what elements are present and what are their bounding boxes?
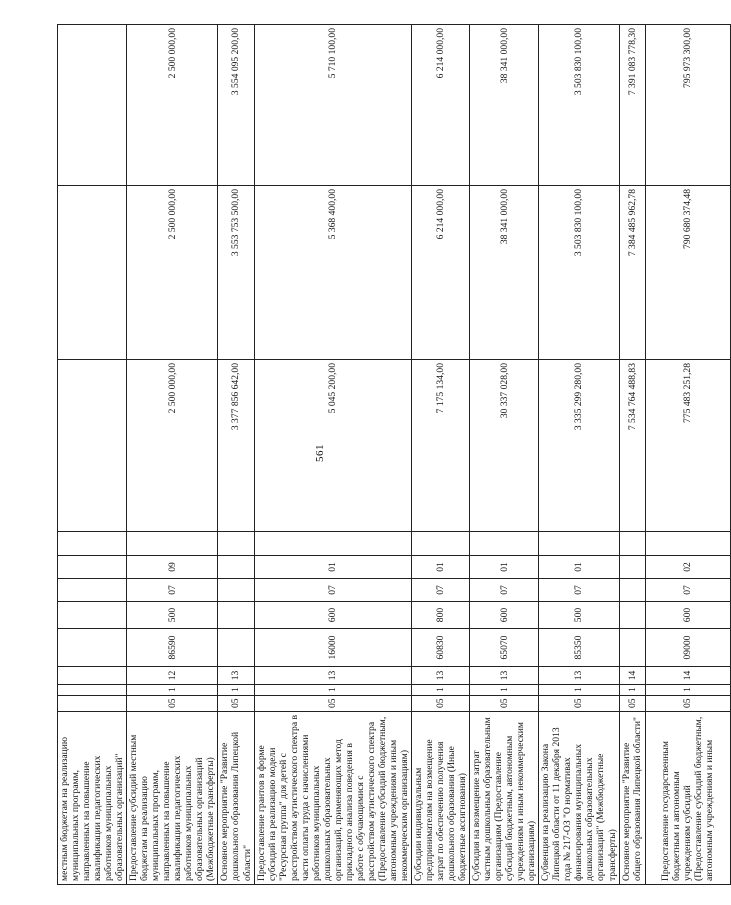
amount-year-3: 5 710 100,00 <box>254 25 411 186</box>
table-row <box>645 25 730 885</box>
subsection-code: 01 <box>411 556 469 579</box>
direction-code: 09000 <box>645 629 730 667</box>
amount-year-3: 3 503 830 100,00 <box>539 25 619 186</box>
empty-cell <box>254 532 411 556</box>
expense-type-code: 600 <box>645 602 730 629</box>
program-code: 05 <box>218 696 254 712</box>
program-code: 05 <box>619 696 645 712</box>
expense-type-code <box>58 602 127 629</box>
row-name: Субвенция на реализацию Закона Липецкой области от 11 декабря 2013 года № 217-ОЗ "О нормативах финансирования муниципальных дошкольных образовательных организаций" (Межбюджетные трансферты) <box>539 712 619 885</box>
subsection-code: 09 <box>127 556 218 579</box>
program-code: 05 <box>539 696 619 712</box>
row-name: Субсидия на возмещение затрат частным дошкольным образовательным организациям (Предоставление субсидий бюджетным, автономным учреждениям и иным некоммерческим организациям) <box>470 712 539 885</box>
expense-type-code: 500 <box>539 602 619 629</box>
table-row <box>470 25 539 885</box>
event-code: 13 <box>411 667 469 685</box>
subprogram-code: 1 <box>539 685 619 696</box>
amount-year-2: 3 553 753 500,00 <box>218 186 254 360</box>
section-code: 07 <box>470 579 539 602</box>
empty-cell <box>619 532 645 556</box>
amount-year-3: 7 391 083 778,30 <box>619 25 645 186</box>
amount-year-2 <box>58 186 127 360</box>
subprogram-code: 1 <box>127 685 218 696</box>
section-code: 07 <box>539 579 619 602</box>
section-code: 07 <box>127 579 218 602</box>
amount-year-1: 5 045 200,00 <box>254 360 411 532</box>
expense-type-code: 600 <box>254 602 411 629</box>
table-row <box>218 25 254 885</box>
row-name: Субсидии индивидуальным предпринимателям на возмещение затрат по обеспечению получения дошкольного образования (Иные бюджетные ассигнования) <box>411 712 469 885</box>
row-name: Предоставление субсидий местным бюджетам на реализацию муниципальных программ, направленных на повышение квалификации педагогических работников муниципальных образовательных организаций (Межбюджетные трансферты) <box>127 712 218 885</box>
amount-year-1: 30 337 028,00 <box>470 360 539 532</box>
subsection-code <box>58 556 127 579</box>
amount-year-3: 3 554 095 200,00 <box>218 25 254 186</box>
event-code: 13 <box>254 667 411 685</box>
budget-table <box>57 24 731 885</box>
event-code: 13 <box>539 667 619 685</box>
empty-cell <box>58 532 127 556</box>
amount-year-1: 3 377 856 642,00 <box>218 360 254 532</box>
expense-type-code: 500 <box>127 602 218 629</box>
amount-year-1: 2 500 000,00 <box>127 360 218 532</box>
expense-type-code <box>218 602 254 629</box>
direction-code: 86590 <box>127 629 218 667</box>
row-name: Основное мероприятие "Развитие дошкольного образования Липецкой области" <box>218 712 254 885</box>
event-code: 13 <box>470 667 539 685</box>
amount-year-2: 6 214 000,00 <box>411 186 469 360</box>
amount-year-3: 38 341 000,00 <box>470 25 539 186</box>
event-code: 13 <box>218 667 254 685</box>
table-row <box>539 25 619 885</box>
table-row <box>254 25 411 885</box>
budget-sheet <box>57 25 716 885</box>
amount-year-2: 790 680 374,48 <box>645 186 730 360</box>
section-code: 07 <box>411 579 469 602</box>
section-code <box>58 579 127 602</box>
amount-year-2: 5 368 400,00 <box>254 186 411 360</box>
direction-code <box>218 629 254 667</box>
subprogram-code: 1 <box>645 685 730 696</box>
empty-cell <box>411 532 469 556</box>
program-code: 05 <box>645 696 730 712</box>
section-code <box>619 579 645 602</box>
subprogram-code: 1 <box>218 685 254 696</box>
amount-year-1: 7 175 134,00 <box>411 360 469 532</box>
expense-type-code: 600 <box>470 602 539 629</box>
row-name: Основное мероприятие "Развитие общего образования Липецкой области" <box>619 712 645 885</box>
direction-code <box>58 629 127 667</box>
direction-code: 16000 <box>254 629 411 667</box>
amount-year-2: 2 500 000,00 <box>127 186 218 360</box>
event-code: 14 <box>619 667 645 685</box>
table-row <box>58 25 127 885</box>
table-row <box>411 25 469 885</box>
empty-cell <box>218 532 254 556</box>
table-row <box>619 25 645 885</box>
empty-cell <box>470 532 539 556</box>
subprogram-code: 1 <box>411 685 469 696</box>
subsection-code: 01 <box>539 556 619 579</box>
direction-code: 85350 <box>539 629 619 667</box>
amount-year-2: 3 503 830 100,00 <box>539 186 619 360</box>
empty-cell <box>127 532 218 556</box>
event-code: 14 <box>645 667 730 685</box>
row-name: местным бюджетам на реализацию муниципальных программ, направленных на повышение квалификации педагогических работников муниципальных образовательных организаций" <box>58 712 127 885</box>
subprogram-code: 1 <box>470 685 539 696</box>
subsection-code: 01 <box>470 556 539 579</box>
table-row <box>127 25 218 885</box>
subprogram-code <box>58 685 127 696</box>
subsection-code <box>218 556 254 579</box>
section-code <box>218 579 254 602</box>
amount-year-3: 6 214 000,00 <box>411 25 469 186</box>
section-code: 07 <box>645 579 730 602</box>
program-code: 05 <box>470 696 539 712</box>
expense-type-code: 800 <box>411 602 469 629</box>
event-code: 12 <box>127 667 218 685</box>
direction-code: 65070 <box>470 629 539 667</box>
subprogram-code: 1 <box>619 685 645 696</box>
row-name: Предоставление государственным бюджетным и автономным учреждениям субсидий (Предоставление субсидий бюджетным, автономным учреждениям и иным <box>645 712 730 885</box>
program-code: 05 <box>127 696 218 712</box>
amount-year-1: 775 483 251,28 <box>645 360 730 532</box>
amount-year-3: 2 500 000,00 <box>127 25 218 186</box>
section-code: 07 <box>254 579 411 602</box>
amount-year-2: 7 384 485 962,78 <box>619 186 645 360</box>
subsection-code: 01 <box>254 556 411 579</box>
page-number: 561 <box>314 444 326 462</box>
row-name: Предоставление грантов в форме субсидий на реализацию модели "Ресурсная группа" для детей с расстройством аутистического спектра в части оплаты труда с начислениями работников муниципальных дошкольных образовательных организаций, применяющих метод прикладного анализа поведения в работе с обучающимися с расстройством аутистического спектра (Предоставление субсидий бюджетным, автономным учреждениям и иным некоммерческим организациям) <box>254 712 411 885</box>
direction-code <box>619 629 645 667</box>
amount-year-1: 7 534 764 488,83 <box>619 360 645 532</box>
amount-year-3 <box>58 25 127 186</box>
program-code: 05 <box>254 696 411 712</box>
expense-type-code <box>619 602 645 629</box>
amount-year-2: 38 341 000,00 <box>470 186 539 360</box>
empty-cell <box>645 532 730 556</box>
subprogram-code: 1 <box>254 685 411 696</box>
program-code <box>58 696 127 712</box>
program-code: 05 <box>411 696 469 712</box>
amount-year-3: 795 973 300,00 <box>645 25 730 186</box>
subsection-code <box>619 556 645 579</box>
amount-year-1: 3 335 299 280,00 <box>539 360 619 532</box>
direction-code: 60830 <box>411 629 469 667</box>
empty-cell <box>539 532 619 556</box>
subsection-code: 02 <box>645 556 730 579</box>
amount-year-1 <box>58 360 127 532</box>
event-code <box>58 667 127 685</box>
